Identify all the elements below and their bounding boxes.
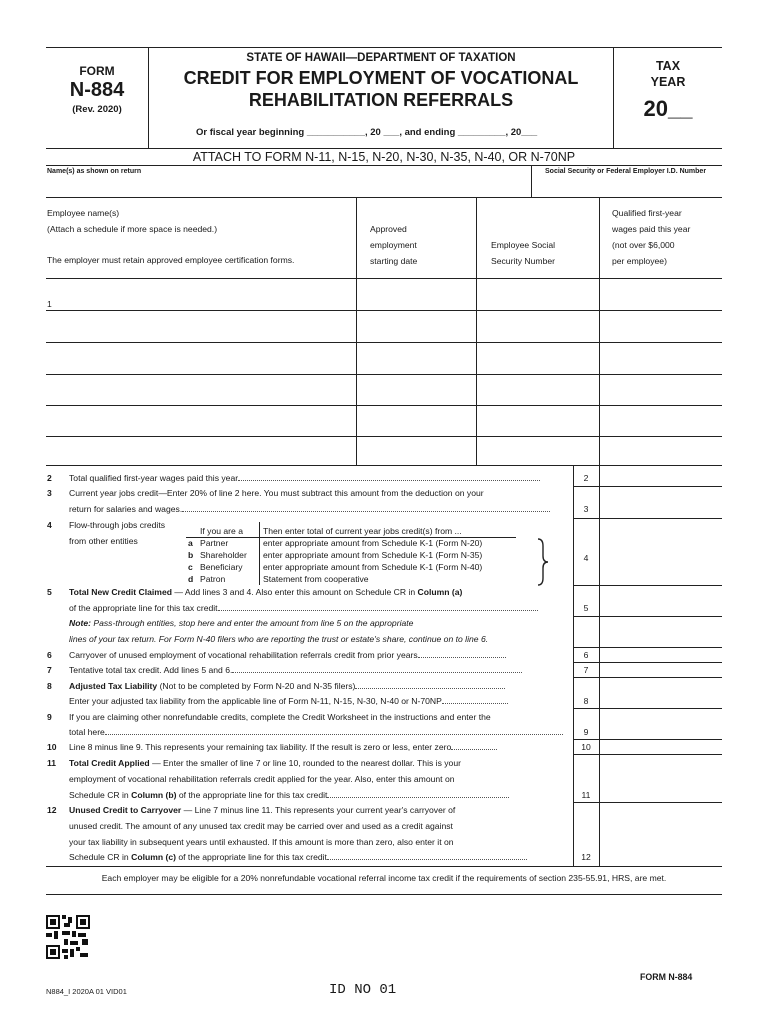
line-4-text-a: Flow-through jobs credits [69, 520, 166, 530]
line-11-number: 11 [47, 758, 57, 768]
line-4a-who: Partner [200, 538, 229, 548]
line-12-label-e: of the appropriate line for this tax credit [175, 852, 327, 862]
line-4-inner-divider [259, 522, 260, 585]
line-5-text-b [69, 603, 538, 613]
table-header-rule [46, 278, 722, 279]
name-input[interactable] [46, 175, 530, 196]
line-8-text-b [69, 696, 508, 706]
line-12-column-ref: Column (c) [131, 852, 176, 862]
line-4-if-header: If you are a [200, 526, 243, 536]
form-number: N-884 [69, 79, 125, 101]
line-11-label-c: Schedule CR in [69, 790, 132, 800]
line-9-label-b: total here [69, 727, 105, 737]
line-5-title: Total New Credit Claimed [69, 587, 172, 597]
table-row-rule [46, 342, 722, 343]
col4-line-3: (not over $6,000 [612, 240, 675, 250]
line-4b-who: Shareholder [200, 550, 247, 560]
line-12-desc: — Line 7 minus line 11. This represents your current year's carryover of [181, 805, 456, 815]
form-id-block [46, 64, 148, 115]
line-11-label-d: of the appropriate line for this tax credit [176, 790, 328, 800]
table-col-divider-2 [476, 197, 477, 465]
name-label: Name(s) as shown on return [47, 168, 142, 175]
line-5-box-number: 5 [583, 603, 589, 613]
line-5-leader [218, 610, 538, 611]
line-8-leader-a [355, 688, 505, 689]
header-bottom-rule [46, 148, 722, 149]
form-revision: (Rev. 2020) [72, 104, 122, 115]
line-8-leader-b [442, 703, 508, 704]
form-title-line-2: REHABILITATION REFERRALS [248, 90, 514, 110]
name-row-rule [46, 197, 722, 198]
line-5-number: 5 [47, 587, 52, 597]
line-6-amount-input[interactable] [600, 648, 722, 662]
line-11-text-c [69, 790, 509, 800]
line-4-box-number: 4 [583, 553, 589, 563]
table-col-divider-1 [356, 197, 357, 465]
employee-ssn-input[interactable] [477, 280, 598, 310]
line-11-box-number: 11 [581, 790, 591, 800]
line-11-amount-input[interactable] [600, 755, 722, 802]
line-2-amount-input[interactable] [600, 467, 722, 486]
line-7-box-number: 7 [583, 665, 589, 675]
table-bottom-rule [46, 465, 722, 466]
line-4-number: 4 [47, 520, 52, 530]
line-3-amount-input[interactable] [600, 487, 722, 518]
employee-name-input[interactable] [60, 280, 355, 310]
line-4a-letter: a [188, 538, 193, 548]
pass-through-note-b: lines of your tax return. For Form N-40 filers who are reporting the trust or estate's share, continue on to line 6. [69, 634, 489, 644]
col2-line-1: Approved [370, 224, 407, 234]
line-box-rule [573, 616, 722, 617]
line-9-text-b [69, 727, 563, 737]
form-title-line-1: CREDIT FOR EMPLOYMENT OF VOCATIONAL [183, 68, 579, 88]
line-4a-then: enter appropriate amount from Schedule K-1 (Form N-20) [263, 538, 483, 548]
col1-line-2: (Attach a schedule if more space is needed.) [47, 224, 218, 234]
line-10-label: Line 8 minus line 9. This represents your remaining tax liability. If the result is zero or less, enter zero [69, 742, 452, 752]
document-code: N884_I 2020A 01 VID01 [46, 987, 127, 996]
line-4b-letter: b [188, 550, 194, 560]
form-label: FORM [79, 64, 115, 78]
pass-through-note-a [69, 618, 413, 628]
line-4b-then: enter appropriate amount from Schedule K-1 (Form N-35) [263, 550, 483, 560]
line-8-title: Adjusted Tax Liability [69, 681, 158, 691]
line-3-box-number: 3 [583, 504, 589, 514]
ssn-label: Social Security or Federal Employer I.D. Number [545, 168, 707, 175]
line-6-number: 6 [47, 650, 52, 660]
line-12-amount-input[interactable] [600, 803, 722, 866]
line-11-text-b: employment of vocational rehabilitation referrals credit applied for the year. Also, enter this amount on [69, 774, 455, 784]
col-header-start-date [370, 221, 417, 269]
start-date-input[interactable] [357, 280, 475, 310]
line-3-text-a: Current year jobs credit—Enter 20% of line 2 here. You must subtract this amount from the deduction on your [69, 488, 484, 498]
col4-line-2: wages paid this year [612, 224, 691, 234]
table-row-rule [46, 405, 722, 406]
line-9-box-number: 9 [583, 727, 589, 737]
line-11-desc: — Enter the smaller of line 7 or line 10, rounded to the nearest dollar. This is your [149, 758, 461, 768]
agency-name: STATE OF HAWAII—DEPARTMENT OF TAXATION [246, 52, 516, 64]
col1-line-1: Employee name(s) [47, 208, 120, 218]
line-10-text [69, 742, 497, 752]
line-12-box-number: 12 [581, 852, 591, 862]
line-5-amount-input[interactable] [600, 586, 722, 616]
col4-line-1: Qualified first-year [612, 208, 682, 218]
line-4-text-b: from other entities [69, 536, 138, 546]
line-5-label-b: of the appropriate line for this tax credit [69, 603, 218, 613]
line-2-number: 2 [47, 473, 52, 483]
line-9-text-a: If you are claiming other nonrefundable credits, complete the Credit Worksheet in the instructions and enter the [69, 712, 491, 722]
table-row-rule [46, 436, 722, 437]
line-12-text-c: your tax liability in subsequent years until exhausted. If this amount is more than zero, also enter it on [69, 837, 454, 847]
line-10-number: 10 [47, 742, 57, 752]
line-7-amount-input[interactable] [600, 663, 722, 677]
col4-line-4: per employee) [612, 256, 667, 266]
line-4d-then: Statement from cooperative [263, 574, 369, 584]
table-col-divider-3 [599, 197, 600, 465]
col1-line-3: The employer must retain approved employee certification forms. [47, 255, 295, 265]
row-1-label: 1 [47, 299, 52, 309]
tax-year-value[interactable]: 20__ [643, 96, 693, 121]
line-10-amount-input[interactable] [600, 740, 722, 754]
table-row-rule [46, 310, 722, 311]
line-7-number: 7 [47, 665, 52, 675]
line-9-amount-input[interactable] [600, 709, 722, 739]
table-row-rule [46, 374, 722, 375]
eligibility-note: Each employer may be eligible for a 20% nonrefundable vocational referral income tax credit if the requirements of section 235-55.91, HRS, are met. [101, 873, 667, 883]
line-9-leader [105, 734, 563, 735]
tax-year-label [614, 58, 722, 90]
line-5-desc: — Add lines 3 and 4. Also enter this amount on Schedule CR in [171, 587, 418, 597]
line-12-text-a [69, 805, 455, 815]
col3-line-1: Employee Social [491, 240, 556, 250]
line-3-leader [182, 511, 550, 512]
line-12-text-b: unused credit. The amount of any unused tax credit may be carried over and used as a credit against [69, 821, 453, 831]
line-12-label-d: Schedule CR in [69, 852, 132, 862]
line-4d-who: Patron [200, 574, 226, 584]
tax-year-label-line-2: YEAR [650, 75, 686, 89]
qr-code-icon [46, 915, 90, 959]
qualified-wages-input[interactable] [600, 280, 722, 310]
header-left-divider [148, 47, 149, 148]
note-text-a: Pass-through entities, stop here and enter the amount from line 5 on the appropriate [90, 618, 414, 628]
line-4c-then: enter appropriate amount from Schedule K-1 (Form N-40) [263, 562, 483, 572]
line-3-number: 3 [47, 488, 52, 498]
col3-line-2: Security Number [491, 256, 555, 266]
attach-line: ATTACH TO FORM N-11, N-15, N-20, N-30, N-35, N-40, OR N-70NP [192, 150, 576, 164]
line-9-number: 9 [47, 712, 52, 722]
line-12-title: Unused Credit to Carryover [69, 805, 182, 815]
form-title [150, 67, 612, 111]
col-header-employee-names [47, 205, 294, 268]
line-7-leader [232, 672, 522, 673]
col2-line-2: employment [370, 240, 417, 250]
line-5-column-ref: Column (a) [417, 587, 463, 597]
line-6-box-number: 6 [583, 650, 589, 660]
line-12-number: 12 [47, 805, 57, 815]
attach-rule [46, 165, 722, 166]
line-2-label: Total qualified first-year wages paid this year [69, 473, 239, 483]
line-8-box-number: 8 [583, 696, 589, 706]
line-8-text-a [69, 681, 505, 691]
lines-bottom-rule [46, 866, 722, 867]
col-header-employee-ssn [491, 237, 555, 269]
line-5-text-a [69, 587, 462, 597]
form-footer-label: FORM N-884 [640, 972, 693, 982]
line-7-text [69, 665, 522, 675]
col2-line-3: starting date [370, 256, 418, 266]
line-10-box-number: 10 [581, 742, 591, 752]
line-8-label-b: Enter your adjusted tax liability from the applicable line of Form N-11, N-15, N-30, N-40 or N-70NP [69, 696, 442, 706]
line-11-leader [327, 797, 509, 798]
line-3-text-b [69, 504, 550, 514]
line-8-amount-input[interactable] [600, 678, 722, 708]
line-11-text-a [69, 758, 461, 768]
line-11-column-ref: Column (b) [131, 790, 177, 800]
line-4-amount-input[interactable] [600, 519, 722, 585]
tax-year-label-line-1: TAX [655, 59, 681, 73]
col-header-qualified-wages [612, 205, 690, 269]
line-10-leader [451, 749, 497, 750]
line-12-text-d [69, 852, 527, 862]
ssn-input[interactable] [532, 175, 722, 196]
line-12-leader [327, 859, 527, 860]
line-2-text [69, 473, 540, 483]
line-4d-letter: d [188, 574, 194, 584]
footer-rule [46, 894, 722, 895]
line-4-brace [536, 538, 550, 586]
line-8-number: 8 [47, 681, 52, 691]
line-7-label: Tentative total tax credit. Add lines 5 and 6. [69, 665, 233, 675]
line-2-box-number: 2 [583, 473, 589, 483]
line-6-leader [418, 657, 506, 658]
note-label: Note: [69, 618, 91, 628]
line-4c-who: Beneficiary [200, 562, 243, 572]
fiscal-year-field[interactable]: Or fiscal year beginning ___________, 20 ___, and ending _________, 20___ [196, 127, 538, 138]
line-3-label-b: return for salaries and wages. [69, 504, 183, 514]
line-4-then-header: Then enter total of current year jobs credit(s) from ... [263, 526, 462, 536]
id-number: ID NO 01 [329, 982, 397, 998]
line-8-desc: (Not to be completed by Form N-20 and N-35 filers) [157, 681, 356, 691]
line-6-label: Carryover of unused employment of vocational rehabilitation referrals credit from prior years [69, 650, 418, 660]
line-11-title: Total Credit Applied [69, 758, 150, 768]
line-4c-letter: c [188, 562, 193, 572]
line-6-text [69, 650, 506, 660]
line-2-leader [238, 480, 540, 481]
